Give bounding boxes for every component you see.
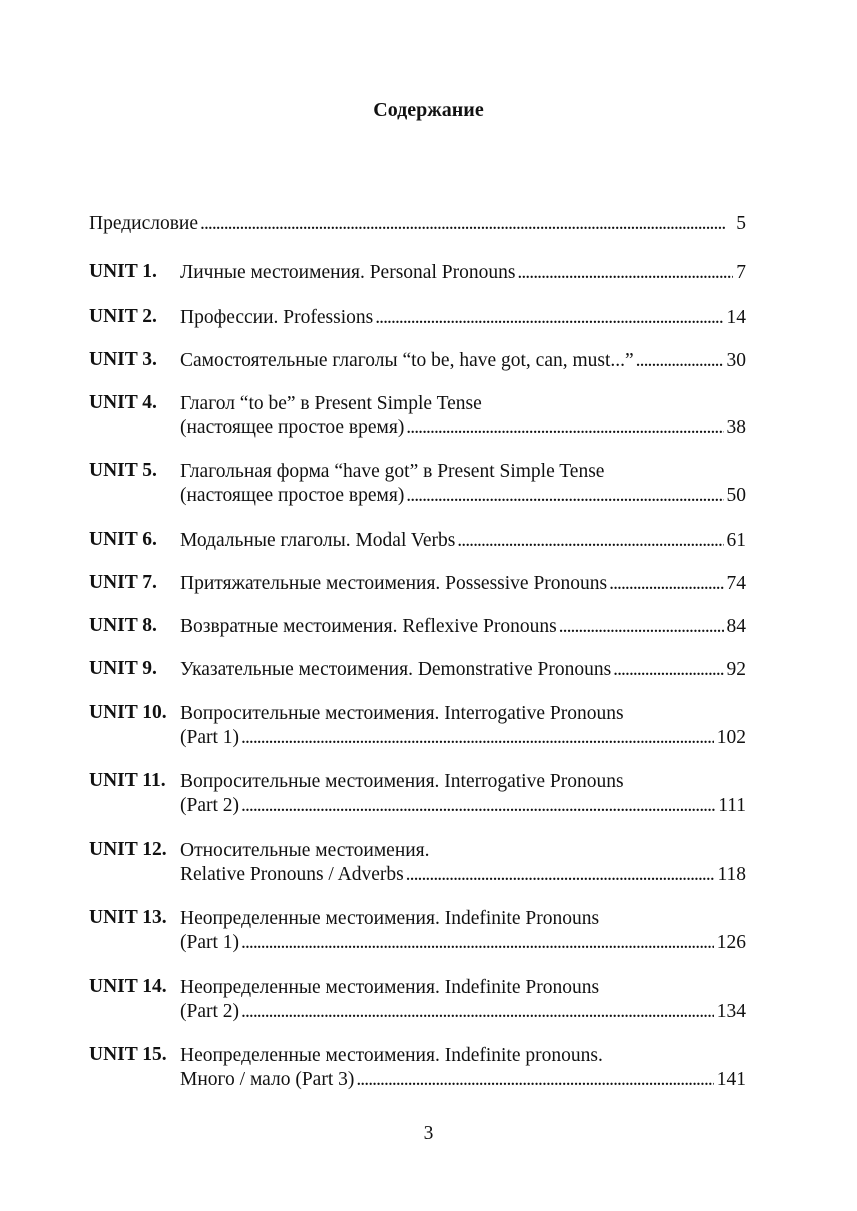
toc-entry-unit-15	[89, 1044, 746, 1092]
toc-line	[180, 658, 746, 682]
unit-title-line: (Part 2) . . .	[180, 794, 715, 818]
toc-entry-unit-4	[89, 392, 746, 440]
unit-page-number: 134	[716, 1001, 746, 1022]
unit-page-number: 61	[726, 530, 746, 551]
unit-title-line: Профессии. Professions . . .	[180, 306, 724, 330]
unit-number: UNIT 1.	[89, 261, 157, 282]
toc-entry-unit-8	[89, 615, 746, 639]
toc-line	[180, 349, 746, 373]
unit-number: UNIT 5.	[89, 460, 157, 481]
toc-line	[180, 261, 746, 285]
unit-title-line: Неопределенные местоимения. Indefinite Pronouns	[180, 908, 600, 929]
unit-title-line: Указательные местоимения. Demonstrative Pronouns . . .	[180, 658, 724, 682]
unit-title-line: (настоящее простое время) . . .	[180, 416, 724, 440]
unit-page-number: 74	[726, 573, 746, 594]
toc-line	[89, 212, 746, 236]
unit-number: UNIT 3.	[89, 349, 157, 370]
unit-page-number: 92	[726, 659, 746, 680]
toc-line	[180, 529, 746, 553]
page-number: 3	[423, 1123, 434, 1144]
toc-line	[180, 306, 746, 330]
toc-line	[180, 572, 746, 596]
unit-number: UNIT 7.	[89, 572, 157, 593]
unit-title-line: Возвратные местоимения. Reflexive Pronouns . . .	[180, 615, 724, 639]
toc-line	[180, 1000, 746, 1024]
toc-entry-unit-1	[89, 261, 746, 285]
unit-title-line: Вопросительные местоимения. Interrogative Pronouns	[180, 771, 624, 792]
toc-line	[180, 931, 746, 955]
toc-line	[180, 484, 746, 508]
toc-entry-unit-12	[89, 839, 746, 887]
toc-entry-unit-7	[89, 572, 746, 596]
toc-line	[180, 615, 746, 639]
unit-title-line: Неопределенные местоимения. Indefinite Pronouns	[180, 977, 600, 998]
unit-title-line: Притяжательные местоимения. Possessive Pronouns . . .	[180, 572, 724, 596]
toc-entry-unit-6	[89, 529, 746, 553]
unit-number: UNIT 8.	[89, 615, 157, 636]
unit-page-number: 126	[716, 932, 746, 953]
unit-number: UNIT 10.	[89, 702, 167, 723]
unit-title-line: (Part 2) . . .	[180, 1000, 714, 1024]
preface-label: Предисловие . . .	[89, 212, 733, 236]
toc-line	[180, 702, 746, 726]
unit-title-line: Вопросительные местоимения. Interrogative Pronouns	[180, 703, 624, 724]
toc-entry-unit-2	[89, 306, 746, 330]
unit-number: UNIT 6.	[89, 529, 157, 550]
unit-number: UNIT 12.	[89, 839, 167, 860]
toc-line	[180, 839, 746, 863]
unit-page-number: 14	[726, 307, 746, 328]
toc-line	[180, 1068, 746, 1092]
toc-line	[180, 392, 746, 416]
unit-page-number: 141	[716, 1069, 746, 1090]
unit-number: UNIT 11.	[89, 770, 166, 791]
preface-page-number: 5	[736, 213, 746, 234]
toc-entry-unit-11	[89, 770, 746, 818]
unit-title-line: Относительные местоимения.	[180, 840, 430, 861]
unit-number: UNIT 14.	[89, 976, 167, 997]
unit-page-number: 7	[736, 262, 746, 283]
toc-entry-unit-14	[89, 976, 746, 1024]
unit-page-number: 102	[716, 727, 746, 748]
toc-line	[180, 794, 746, 818]
unit-page-number: 38	[726, 417, 746, 438]
unit-title-line: Самостоятельные глаголы “to be, have got, can, must...” . . .	[180, 349, 724, 373]
unit-page-number: 30	[726, 350, 746, 371]
toc-entry-unit-5	[89, 460, 746, 508]
toc-line	[180, 416, 746, 440]
unit-number: UNIT 13.	[89, 907, 167, 928]
unit-title-line: Глагольная форма “have got” в Present Simple Tense	[180, 461, 605, 482]
toc-line	[180, 726, 746, 750]
page-title: Содержание	[373, 99, 484, 121]
unit-title-line: (Part 1) . . .	[180, 931, 714, 955]
unit-title-line: Модальные глаголы. Modal Verbs . . .	[180, 529, 724, 553]
toc-entry-unit-9	[89, 658, 746, 682]
unit-page-number: 111	[718, 795, 746, 816]
toc-line	[180, 770, 746, 794]
unit-page-number: 50	[726, 485, 746, 506]
toc-line	[180, 460, 746, 484]
toc-line	[180, 863, 746, 887]
unit-number: UNIT 15.	[89, 1044, 167, 1065]
unit-page-number: 118	[717, 864, 746, 885]
toc-entry-unit-13	[89, 907, 746, 955]
unit-title-line: Личные местоимения. Personal Pronouns . . .	[180, 261, 733, 285]
unit-page-number: 84	[726, 616, 746, 637]
unit-title-line: Неопределенные местоимения. Indefinite pronouns.	[180, 1045, 603, 1066]
unit-title-line: Много / мало (Part 3) . . .	[180, 1068, 714, 1092]
unit-title-line: (настоящее простое время) . . .	[180, 484, 724, 508]
toc-line	[180, 907, 746, 931]
toc-entry-unit-10	[89, 702, 746, 750]
toc-entry-preface	[89, 212, 746, 236]
toc-line	[180, 976, 746, 1000]
unit-title-line: Глагол “to be” в Present Simple Tense	[180, 393, 482, 414]
unit-title-line: (Part 1) . . .	[180, 726, 714, 750]
unit-number: UNIT 9.	[89, 658, 157, 679]
toc-line	[180, 1044, 746, 1068]
toc-entry-unit-3	[89, 349, 746, 373]
unit-number: UNIT 4.	[89, 392, 157, 413]
unit-title-line: Relative Pronouns / Adverbs . . .	[180, 863, 714, 887]
unit-number: UNIT 2.	[89, 306, 157, 327]
